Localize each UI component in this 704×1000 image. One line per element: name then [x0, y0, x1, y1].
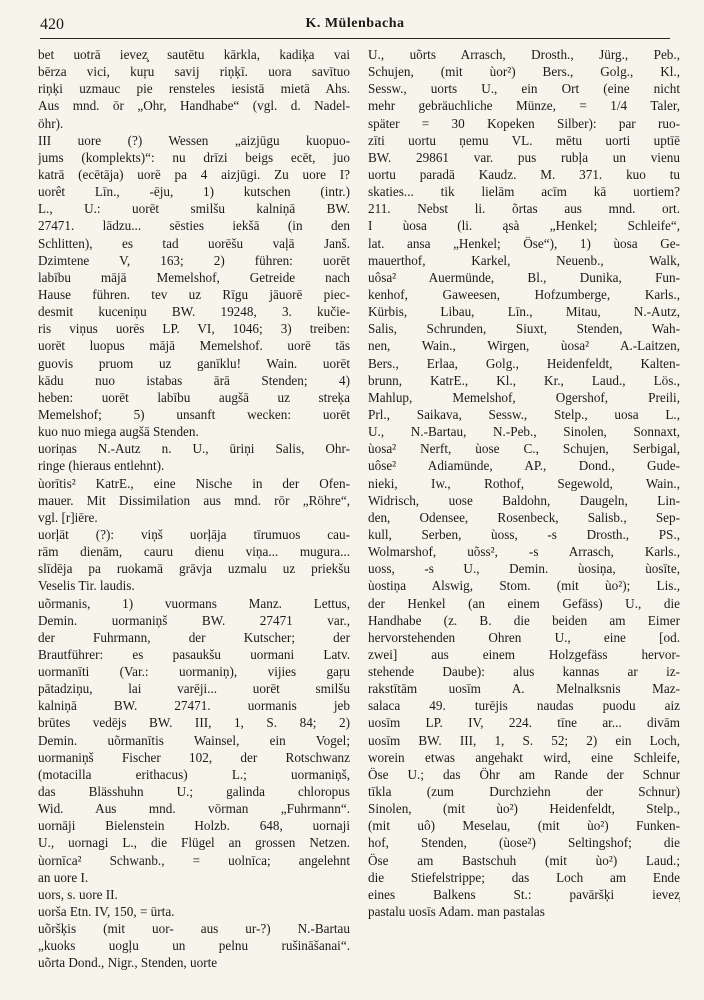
text-line: hervorstehenden Ohren U., eine [od.: [368, 629, 680, 645]
text-line: ùostiņa Alswig, Stom. (mit ùo²); Lis.,: [368, 578, 680, 594]
text-line: U., uornagi L., die Flügel an grossen Netzen.: [38, 835, 350, 851]
text-line: Bers., Erlaa, Golg., Heidenfeldt, Kalten-: [368, 355, 680, 371]
text-line: Aus mnd. ōr „Ohr, Handhabe“ (vgl. d. Nadel-: [38, 98, 350, 114]
text-line: die Stiefelstrippe; das Loch am Ende: [368, 869, 680, 885]
text-line: uõrta Dond., Nigr., Stenden, uorte: [38, 955, 218, 971]
text-line: desmit kuceniņu BW. 19248, 3. kučie-: [38, 304, 350, 320]
text-line: U., N.-Bartau, N.-Peb., Sinolen, Sonnaxt,: [368, 424, 680, 440]
text-line: kādu nuo istabas ārā Stenden; 4): [38, 372, 350, 388]
text-line: uôsa² Auermünde, Bl., Dunika, Fun-: [368, 269, 680, 285]
text-line: lat. ansa „Henkel; Öse“), 1) ùosa Ge-: [368, 235, 680, 251]
text-line: rām dienām, cauru dienu viņa... mugura...: [38, 544, 350, 560]
text-line: uoriņas N.-Autz n. U., ūriņi Salis, Ohr-: [38, 441, 350, 457]
text-line: Demin. uormaniņš BW. 27471 var.,: [38, 612, 350, 628]
text-line: skaties... tik lielām acīm kā uortiem?: [368, 184, 680, 200]
text-line: brunn, KatrE., Kl., Kr., Laud., Lös.,: [368, 372, 680, 388]
text-line: bet uotrā ievez̧ sautētu kārkla, kadiķa vai: [38, 47, 350, 62]
text-line: uoss, -s U., Demin. ùosiņa, ùosīte,: [368, 561, 680, 577]
text-line: Dzimtene V, 163; 2) führen: uorēt: [38, 252, 350, 268]
text-line: U., uõrts Arrasch, Drosth., Jürg., Peb.,: [368, 47, 680, 62]
text-line: uorêt Līn., -ēju, 1) kutschen (intr.): [38, 184, 350, 200]
text-line: mehr gebräuchliche Münze, = 1/4 Taler,: [368, 98, 680, 114]
text-line: uornāji Bielenstein Holzb. 648, uornaji: [38, 818, 350, 834]
text-line: nieki, Iw., Rothof, Segewold, Wain.,: [368, 475, 680, 491]
text-line: uosīm LP. IV, 224. tīne ar... divām: [368, 715, 680, 731]
text-line: Brautführer: es pasaukšu uormani Latv.: [38, 646, 350, 662]
text-line: riņķi uzmauc pie rensteles iesistā mietā Ahs.: [38, 81, 350, 97]
text-line: der Fuhrmann, der Kutscher; der: [38, 629, 350, 645]
text-line: uosīm BW. III, 1, S. 52; 2) ein Loch,: [368, 732, 680, 748]
text-line: jums (komplekts)“: nu drīzi beigs ecēt, juo: [38, 149, 350, 165]
text-line: tīkla (zum Durchziehn der Schnur): [368, 784, 680, 800]
text-line: Handhabe (z. B. die beiden am Eimer: [368, 612, 680, 628]
text-line: später = 30 Kopeken Silber): par ruo-: [368, 115, 680, 131]
text-line: vgl. [r]iēre.: [38, 509, 98, 525]
text-line: pātadziņu, lai varēji... uorēt smilšu: [38, 681, 350, 697]
page-header: [40, 16, 670, 39]
text-line: Wid. Aus mnd. vōrman „Fuhrmann“.: [38, 801, 350, 817]
text-line: Memelshof; 5) unsanft wecken: uorēt: [38, 406, 350, 422]
text-line: pastalu uosīs Adam. man pastalas: [368, 904, 545, 920]
text-line: Sinolen, (mit ùo²) Heidenfeldt, Stelp.,: [368, 801, 680, 817]
text-line: „kuoks uogļu un pelnu rušināšanai“.: [38, 938, 350, 954]
text-line: ùornīca² Schwanb., = uolnīca; angelehnt: [38, 852, 350, 868]
text-line: katrā (ecētāja) uorē pa 4 aizjūgi. Zu uore I?: [38, 166, 350, 182]
text-line: I ùosa (li. ąsà „Henkel; Schleife“,: [368, 218, 680, 234]
text-line: an uore I.: [38, 869, 89, 885]
left-column: [38, 46, 350, 991]
text-line: 211. Nebst li. õrtas aus mnd. ort.: [368, 201, 680, 217]
text-line: stehende Daube): alus kannas ar iz-: [368, 664, 680, 680]
text-line: Prl., Saikava, Sessw., Stelp., uosa L.,: [368, 406, 680, 422]
text-line: kuo nuo miega augšā Stenden.: [38, 424, 199, 440]
text-line: III uore (?) Wessen „aizjūgu kuopuo-: [38, 132, 350, 148]
text-line: (mit uô) Meselau, (mit ùo²) Funken-: [368, 818, 680, 834]
text-line: ùosa² Nerft, ùose C., Schujen, Serbigal,: [368, 441, 680, 457]
text-line: BW. 29861 var. pus rubļa un vienu: [368, 149, 680, 165]
text-line: Wolmarshof, uõss², -s Arrasch, Karls.,: [368, 544, 680, 560]
text-line: Widrisch, uose Baldohn, Daugeln, Lin-: [368, 492, 680, 508]
text-line: hof, Stenden, (ùose²) Seltingshof; die: [368, 835, 680, 851]
text-line: Schlitten), es tad uorēšu vaļā Janš.: [38, 235, 350, 251]
text-line: uorša Etn. IV, 150, = ūrta.: [38, 904, 175, 920]
text-line: der Henkel (an einem Gefäss) U., die: [368, 595, 680, 611]
text-line: eines Balkens St.: pavāršķi ievez̧: [368, 886, 680, 902]
text-line: uorļāt (?): viņš uorļāja tīrumuos cau-: [38, 526, 350, 542]
text-line: uõrmanis, 1) vuormans Manz. Lettus,: [38, 595, 350, 611]
text-line: mauerthof, Karkel, Neuenb., Walk,: [368, 252, 680, 268]
text-line: worein etwas angehakt wird, eine Schleife,: [368, 749, 680, 765]
text-line: Mahlup, Memelshof, Ogershof, Preili,: [368, 389, 680, 405]
right-column: [368, 46, 680, 991]
text-line: 27471. lādzu... sēsties iekšā (in den: [38, 218, 350, 234]
text-line: uors, s. uore II.: [38, 886, 118, 902]
text-line: nen, Wain., Wirgen, ùosa² A.-Laitzen,: [368, 338, 680, 354]
text-line: den, Odensee, Rosenbeck, Salisb., Sep-: [368, 509, 680, 525]
text-line: uôse² Adiamünde, AP., Dond., Gude-: [368, 458, 680, 474]
text-line: zīti uortu ņemu VL. mētu uorti uptīē: [368, 132, 680, 148]
text-line: kenhof, Gaweesen, Hofzumberge, Karls.,: [368, 286, 680, 302]
page-number: 420: [40, 16, 64, 33]
running-title: K. Mülenbacha: [305, 16, 405, 31]
text-line: öhr).: [38, 115, 64, 131]
text-line: brūtes vedējs BW. III, 1, S. 84; 2): [38, 715, 350, 731]
text-line: uortu paradā Kaudz. M. 371. kuo tu: [368, 166, 680, 182]
text-line: Sessw., uorts U., ein Ort (eine nicht: [368, 81, 680, 97]
text-line: Veselis Tir. laudis.: [38, 578, 135, 594]
text-line: ris viņus uorēs LP. VI, 1046; 3) treiben:: [38, 321, 350, 337]
text-line: uorēt luopus mājā Memelshof. uorē tās: [38, 338, 350, 354]
text-line: zwei] aus einem Holzgefäss hervor-: [368, 646, 680, 662]
text-line: Öse U.; das Öhr am Rande der Schnur: [368, 766, 680, 782]
text-line: das Blässhuhn U.; galinda chloropus: [38, 784, 350, 800]
text-line: Hause führen. tev uz Rīgu jāuorē piec-: [38, 286, 350, 302]
text-line: Schujen, (mit ùor²) Bers., Golg., Kl.,: [368, 64, 680, 80]
text-line: L., U.: uorēt smilšu kalniņā BW.: [38, 201, 350, 217]
text-line: slīdēja pa ruokamā grāvja uzmalu uz priekšu: [38, 561, 350, 577]
text-line: kalniņā BW. 27471. uormanis jeb: [38, 698, 350, 714]
text-line: Kürbis, Libau, Līn., Mitau, N.-Autz,: [368, 304, 680, 320]
text-line: Öse am Bastschuh (mit ùo²) Laud.;: [368, 852, 680, 868]
text-line: ùorītis² KatrE., eine Nische in der Ofen-: [38, 475, 350, 491]
text-line: bērza vici, kuŗu savij riņķī. uora savītuo: [38, 64, 350, 80]
text-line: kull, Serben, ùoss, -s Drosth., PS.,: [368, 526, 680, 542]
text-line: guovis pruom uz ganīklu! Wain. uorēt: [38, 355, 350, 371]
text-line: Salis, Schrunden, Siuxt, Stenden, Wah-: [368, 321, 680, 337]
text-line: rakstītām uosīm A. Melnalksnis Maz-: [368, 681, 680, 697]
text-line: uõršķis (mit uor- aus ur-?) N.-Bartau: [38, 921, 350, 937]
text-line: mauer. Mit Dissimilation aus mnd. rōr „Röhre“,: [38, 492, 350, 508]
text-line: Demin. uõrmanītis Wainsel, ein Vogel;: [38, 732, 350, 748]
text-line: (motacilla erithacus) L.; uormaniņš,: [38, 766, 350, 782]
text-line: uormaniņš Fischer 102, der Rotschwanz: [38, 749, 350, 765]
text-line: labību mājā Memelshof, Getreide nach: [38, 269, 350, 285]
text-line: uormanīti (Var.: uormaniņ), vijies gaŗu: [38, 664, 350, 680]
text-line: ringe (hieraus entlehnt).: [38, 458, 165, 474]
text-line: heben: uorēt labību augšā uz streķa: [38, 389, 350, 405]
text-line: salaca 49. turējis naudas puodu aiz: [368, 698, 680, 714]
